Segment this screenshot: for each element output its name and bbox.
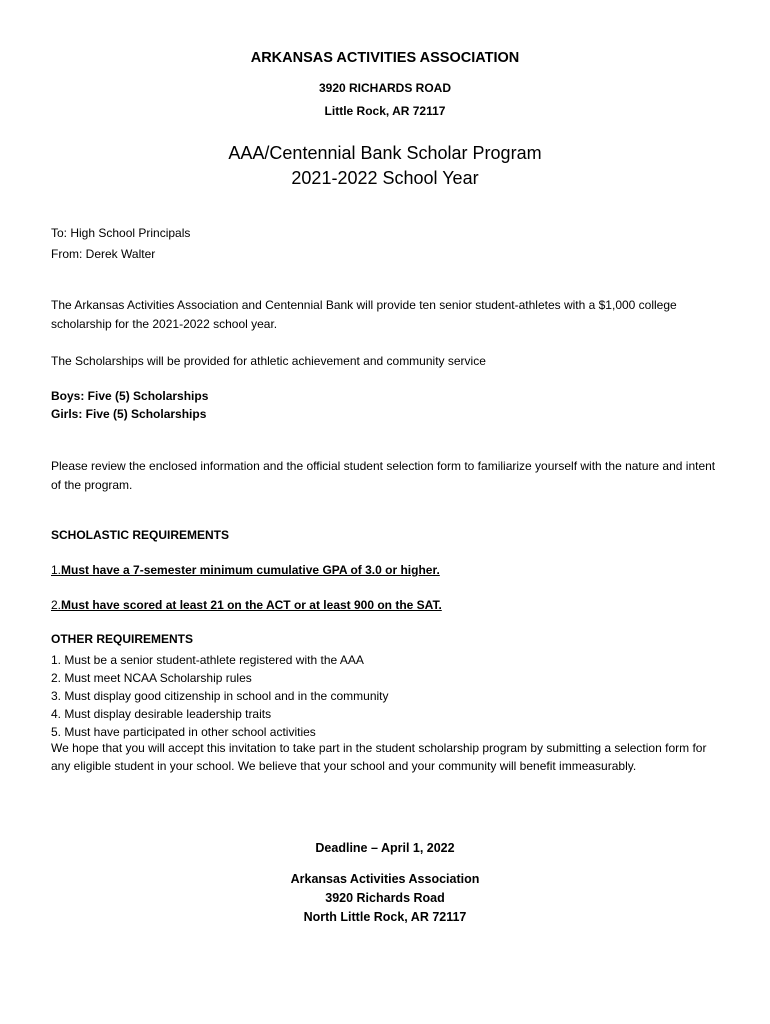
closing-paragraph: We hope that you will accept this invitation to take part in the student scholarship program by submitting a selection form for any eligible student in your school. We believe that your school and your community will benefit immeasurably.	[51, 741, 707, 773]
review-paragraph: Please review the enclosed information and the official student selection form to familiarize yourself with the nature and intent of the program.	[51, 459, 716, 492]
org-address-line1: 3920 RICHARDS ROAD	[318, 81, 452, 95]
memo-from: From: Derek Walter	[51, 247, 156, 261]
org-heading: ARKANSAS ACTIVITIES ASSOCIATION	[250, 50, 520, 66]
girls-scholarships: Girls: Five (5) Scholarships	[51, 407, 207, 421]
intro-paragraph: The Arkansas Activities Association and Centennial Bank will provide ten senior student-athletes with a $1,000 college scholarship for the 2021-2022 school year.	[51, 298, 677, 331]
deadline: Deadline – April 1, 2022	[315, 841, 455, 855]
scholastic-item	[51, 563, 440, 577]
org-address-line2: Little Rock, AR 72117	[324, 104, 446, 118]
list-item: 1. Must be a senior student-athlete registered with the AAA	[51, 653, 364, 667]
memo-to: To: High School Principals	[51, 226, 191, 240]
scholastic-item-text: Must have scored at least 21 on the ACT or at least 900 on the SAT.	[61, 598, 442, 612]
footer-address-line1: 3920 Richards Road	[325, 891, 445, 905]
program-title: AAA/Centennial Bank Scholar Program	[228, 143, 542, 163]
list-item: 3. Must display good citizenship in school and in the community	[51, 689, 389, 703]
scholastic-item-number: 2.	[51, 598, 62, 612]
list-item: 4. Must display desirable leadership traits	[51, 707, 272, 721]
scholastic-item	[51, 598, 442, 612]
boys-scholarships: Boys: Five (5) Scholarships	[51, 389, 209, 403]
criteria-paragraph: The Scholarships will be provided for athletic achievement and community service	[51, 354, 486, 368]
scholastic-heading: SCHOLASTIC REQUIREMENTS	[51, 528, 230, 542]
scholastic-item-number: 1.	[51, 563, 62, 577]
footer-organization: Arkansas Activities Association	[290, 872, 480, 886]
school-year: 2021-2022 School Year	[291, 168, 479, 188]
footer-address-line2: North Little Rock, AR 72117	[303, 910, 467, 924]
list-item: 5. Must have participated in other school activities	[51, 725, 316, 739]
other-heading: OTHER REQUIREMENTS	[51, 632, 194, 646]
other-requirements-list	[51, 651, 389, 741]
list-item: 2. Must meet NCAA Scholarship rules	[51, 671, 252, 685]
scholastic-item-text: Must have a 7-semester minimum cumulative GPA of 3.0 or higher.	[61, 563, 440, 577]
